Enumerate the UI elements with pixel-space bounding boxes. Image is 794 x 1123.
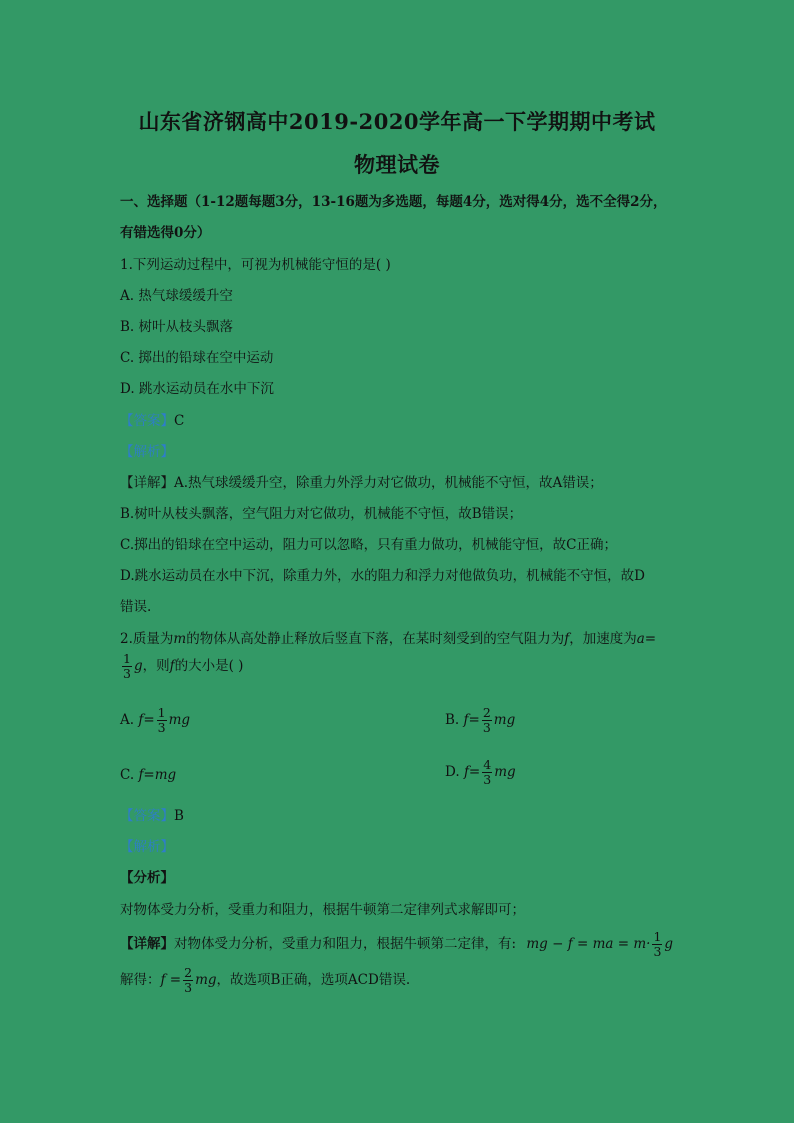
q2-option-d xyxy=(445,758,516,787)
q2-stem-part: ，则 xyxy=(142,658,170,674)
answer-value: B xyxy=(174,808,184,824)
q1-option-b: B. 树叶从枝头飘落 xyxy=(120,319,234,335)
option-f: f= xyxy=(463,712,480,728)
option-mg: mg xyxy=(154,767,177,783)
q2-solution xyxy=(120,966,410,995)
q1-answer xyxy=(120,409,184,429)
document-title: 山东省济钢高中2019-2020学年高一下学期期中考试 xyxy=(138,109,656,134)
var-g: g xyxy=(664,936,674,952)
q2-detail xyxy=(120,930,673,959)
fraction-one-third xyxy=(652,930,662,959)
detail-text: 对物体受力分析，受重力和阻力，根据牛顿第二定律，有: xyxy=(174,936,517,952)
q2-option-a xyxy=(120,706,190,735)
q2-fenxi-text: 对物体受力分析，受重力和阻力，根据牛顿第二定律列式求解即可； xyxy=(120,902,525,918)
q1-detail-2: B.树叶从枝头飘落，空气阻力对它做功，机械能不守恒，故B错误； xyxy=(120,506,523,522)
q1-stem: 1.下列运动过程中，可视为机械能守恒的是( ) xyxy=(120,257,391,273)
var-f: f xyxy=(169,658,175,674)
fraction-two-thirds xyxy=(482,706,492,735)
q2-option-c xyxy=(120,767,176,783)
frac-den: 3 xyxy=(653,944,662,959)
equation: mg − f = ma = m· xyxy=(526,936,651,952)
q2-answer xyxy=(120,804,184,824)
solution-suffix: ，故选项B正确，选项ACD错误. xyxy=(216,972,411,988)
answer-tag: 【答案】 xyxy=(120,413,174,429)
frac-num: 4 xyxy=(483,757,492,772)
option-mg: mg xyxy=(168,712,191,728)
fraction-one-third xyxy=(122,652,132,681)
detail-tag: 【详解】 xyxy=(120,936,174,952)
frac-num: 1 xyxy=(157,705,166,720)
section-heading-line2: 有错选得0分） xyxy=(120,225,211,241)
q1-option-a: A. 热气球缓缓升空 xyxy=(120,288,233,304)
answer-value: C xyxy=(174,413,185,429)
section-heading-line1: 一、选择题（1-12题每题3分，13-16题为多选题，每题4分，选对得4分，选不全得2分， xyxy=(120,194,667,210)
q1-detail-4: D.跳水运动员在水中下沉，除重力外，水的阻力和浮力对他做负功，机械能不守恒，故D xyxy=(120,568,645,584)
frac-den: 3 xyxy=(482,720,491,735)
frac-den: 3 xyxy=(123,666,131,681)
q2-stem-part: 2.质量为 xyxy=(120,631,174,647)
option-letter: B. xyxy=(445,712,464,728)
fraction-two-thirds xyxy=(183,966,193,995)
var-m: m xyxy=(173,631,187,647)
frac-num: 2 xyxy=(482,705,491,720)
option-mg: mg xyxy=(195,972,217,988)
var-a: a xyxy=(636,631,645,647)
option-mg: mg xyxy=(493,712,516,728)
equals-sign: = xyxy=(644,631,657,647)
frac-num: 2 xyxy=(184,965,193,980)
q1-option-c: C. 掷出的铅球在空中运动 xyxy=(120,350,274,366)
var-g: g xyxy=(133,658,143,674)
option-letter: D. xyxy=(445,764,464,780)
q2-stem-cont xyxy=(120,652,243,681)
q1-analysis-tag: 【解析】 xyxy=(120,444,174,460)
q2-stem-part: 的大小是( ) xyxy=(174,658,244,674)
answer-tag: 【答案】 xyxy=(120,808,174,824)
q2-fenxi-tag: 【分析】 xyxy=(120,870,174,886)
option-letter: C. xyxy=(120,767,139,783)
solution-prefix: 解得： xyxy=(120,972,161,988)
solution-eq: f = xyxy=(160,972,182,988)
var-f: f xyxy=(564,631,570,647)
q1-option-d: D. 跳水运动员在水中下沉 xyxy=(120,381,274,397)
q2-stem-part: ，加速度为 xyxy=(569,631,637,647)
option-f: f= xyxy=(138,767,155,783)
fraction-four-thirds xyxy=(482,758,492,787)
q2-option-b xyxy=(445,706,515,735)
option-f: f= xyxy=(138,712,155,728)
document-subtitle: 物理试卷 xyxy=(354,152,440,177)
q1-detail-3: C.掷出的铅球在空中运动，阻力可以忽略，只有重力做功，机械能守恒，故C正确； xyxy=(120,537,617,553)
frac-den: 3 xyxy=(157,720,166,735)
option-f: f= xyxy=(463,764,481,780)
q1-detail-1: 【详解】A.热气球缓缓升空，除重力外浮力对它做功，机械能不守恒，故A错误； xyxy=(120,475,603,491)
frac-num: 1 xyxy=(123,651,131,666)
q2-stem-part: 的物体从高处静止释放后竖直下落，在某时刻受到的空气阻力为 xyxy=(186,631,565,647)
frac-den: 3 xyxy=(184,980,193,995)
frac-num: 1 xyxy=(653,929,662,944)
q1-detail-5: 错误. xyxy=(120,599,152,615)
option-letter: A. xyxy=(120,712,139,728)
q2-stem xyxy=(120,627,656,647)
fraction-one-third xyxy=(157,706,167,735)
frac-den: 3 xyxy=(483,772,492,787)
option-mg: mg xyxy=(494,764,516,780)
q2-analysis-tag: 【解析】 xyxy=(120,839,174,855)
